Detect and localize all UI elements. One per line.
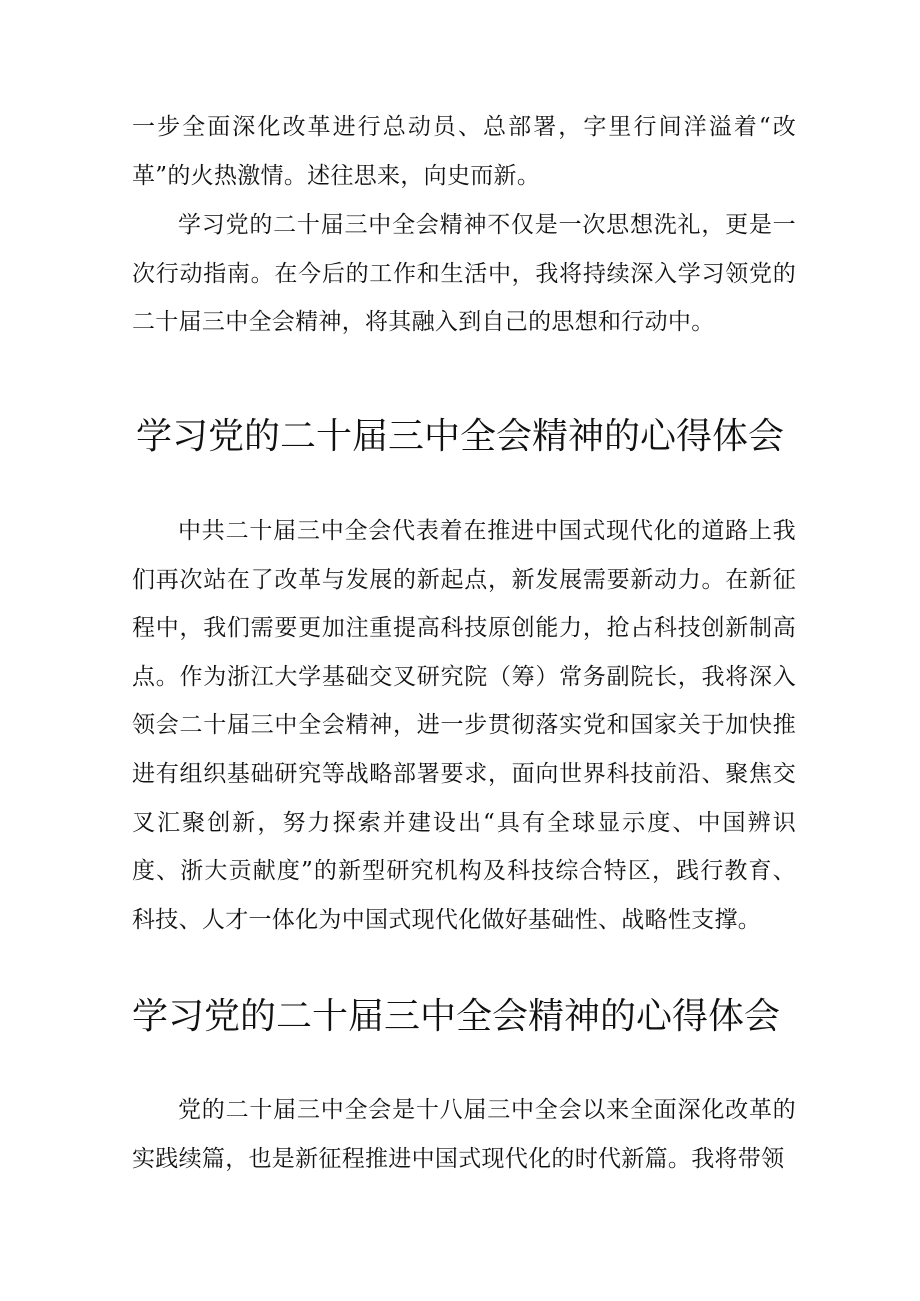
section-1-title: 学习党的二十届三中全会精神的心得体会 <box>135 416 784 457</box>
paragraph-closing: 学习党的二十届三中全会精神不仅是一次思想洗礼，更是一次行动指南。在今后的工作和生活中，我将持续深入学习领党的二十届三中全会精神，将其融入到自己的思想和行动中。 <box>132 212 796 336</box>
section-2-title: 学习党的二十届三中全会精神的心得体会 <box>132 996 781 1037</box>
section-2-body: 党的二十届三中全会是十八届三中全会以来全面深化改革的实践续篇，也是新征程推进中国式现代化的时代新篇。我将带领 <box>132 1097 796 1172</box>
paragraph-continued: 一步全面深化改革进行总动员、总部署，字里行间洋溢着“改革”的火热激情。述往思来，向史而新。 <box>132 114 796 189</box>
section-1-body: 中共二十届三中全会代表着在推进中国式现代化的道路上我们再次站在了改革与发展的新起点，新发展需要新动力。在新征程中，我们需要更加注重提高科技原创能力，抢占科技创新制高点。作为浙江大学基础交叉研究院（筹）常务副院长，我将深入领会二十届三中全会精神，进一步贯彻落实党和国家关于加快推进有组织基础研究等战略部署要求，面向世界科技前沿、聚焦交叉汇聚创新，努力探索并建设出“具有全球显示度、中国辨识度、浙大贡献度”的新型研究机构及科技综合特区，践行教育、科技、人才一体化为中国式现代化做好基础性、战略性支撑。 <box>132 518 796 933</box>
